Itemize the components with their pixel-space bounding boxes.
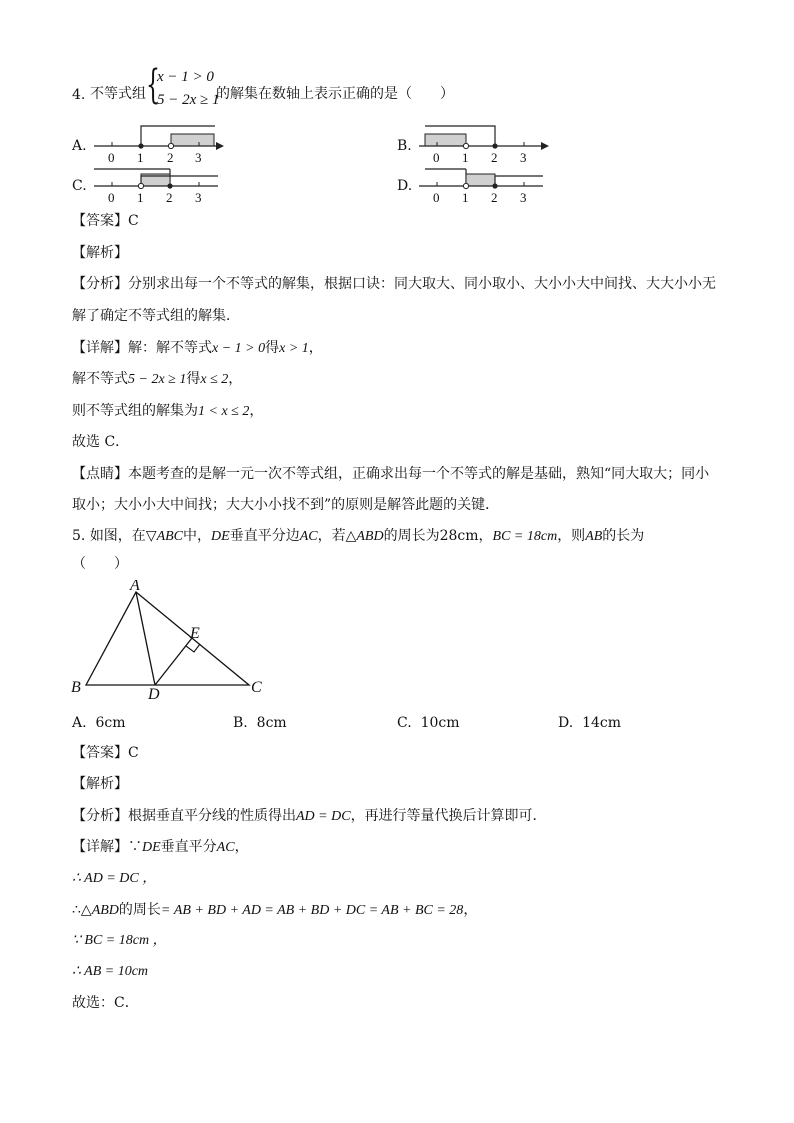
tick-label: 3 [520, 190, 527, 205]
text: 则不等式组的解集为 [72, 403, 198, 419]
q5-answer-line [72, 746, 139, 760]
q4-ineq1: x − 1 > 0 [157, 69, 214, 85]
q4-stem-pre: 不等式组 [90, 86, 146, 102]
math: 5 − 2x ≥ 1 [128, 372, 187, 387]
q5-xiangjie-line-5: ∴ AB = 10cm [72, 964, 149, 979]
tick-label: 1 [137, 190, 144, 205]
math: x ≤ 2 [200, 372, 229, 387]
math: AC [216, 840, 235, 855]
shaded-region [171, 134, 214, 146]
q4-xiangjie-line-3 [72, 404, 263, 419]
q4-analysis-tag: 【解析】 [72, 245, 128, 261]
text: ∵ [128, 839, 142, 855]
text: 的周长 [118, 902, 161, 918]
q5-xiangjie-line-4: ∵ BC = 18cm ， [72, 933, 167, 948]
text: 解：解不等式 [128, 340, 212, 356]
q4-number: 4. [72, 87, 86, 103]
text: ， [228, 371, 243, 387]
tick-label: 2 [167, 150, 174, 165]
answer-tag: 【答案】 [72, 745, 128, 761]
q4-fenxi-line-2: 解了确定不等式组的解集． [72, 308, 240, 324]
option-value: 14cm [582, 715, 622, 731]
math: △ABD [345, 529, 384, 544]
option-letter: A. [72, 715, 87, 731]
tick-label: 0 [433, 150, 440, 165]
q4-stem-post: 的解集在数轴上表示正确的是（ ） [216, 86, 454, 102]
q5-option-b [233, 716, 287, 730]
tick-label: 0 [108, 150, 115, 165]
fenxi-tag: 【分析】 [72, 276, 128, 292]
q4-option-a-numberline [90, 120, 230, 165]
text: ， [478, 528, 493, 544]
option-letter: C. [397, 715, 412, 731]
text: ， [308, 340, 323, 356]
q4-option-a-letter: A. [72, 138, 87, 154]
tick-label: 1 [462, 150, 469, 165]
math: 1 < x ≤ 2 [198, 404, 250, 419]
tick-label: 0 [108, 190, 115, 205]
tick-label: 1 [137, 150, 144, 165]
q4-xiangjie-line-2 [72, 372, 242, 387]
q4-dianjing-line-2: 取小；大小小大中间找；大大小小找不到”的原则是解答此题的关键． [72, 497, 500, 513]
shaded-region [425, 134, 466, 146]
option-letter: D. [558, 715, 574, 731]
option-value: 8cm [256, 715, 287, 731]
fenxi-tag: 【分析】 [72, 808, 128, 824]
math: ▽ABC [145, 529, 184, 544]
label-b: B [71, 679, 81, 696]
hollow-point [463, 143, 468, 148]
q5-paren: （ ） [72, 556, 128, 572]
math: DE [211, 529, 230, 544]
label-c: C [251, 679, 262, 696]
math: DE [142, 840, 161, 855]
fenxi-text: 分别求出每一个不等式的解集，根据口诀：同大取大、同小取小、大小小大中间找、大大小小无 [128, 276, 716, 292]
label-e: E [190, 625, 200, 642]
math: AC [299, 529, 318, 544]
q5-xiangjie-line-2: ∴ AD = DC ， [72, 871, 157, 886]
option-value: 6cm [95, 715, 126, 731]
q4-option-d-numberline [415, 160, 555, 205]
q4-xiangjie-line-4: 故选 C． [72, 434, 130, 450]
tick-label: 2 [491, 150, 498, 165]
q5-fenxi-line [72, 809, 547, 824]
q5-option-d [558, 716, 621, 730]
q5-number: 5. [72, 528, 86, 544]
text: ， [463, 902, 478, 918]
q4-dianjing-line-1 [72, 467, 709, 481]
q4-ineq2: 5 − 2x ≥ 1 [157, 92, 220, 108]
q4-fenxi-line-1 [72, 277, 716, 291]
option-value: 10cm [420, 715, 460, 731]
text: ，再进行等量代换后计算即可． [350, 808, 547, 824]
text: ， [234, 839, 249, 855]
triangle-abc [86, 592, 249, 685]
answer-value: C [128, 213, 139, 229]
axis-arrow [541, 142, 549, 150]
text: 的周长为 [383, 528, 440, 544]
q5-option-a [72, 716, 126, 730]
q5-stem [72, 529, 644, 544]
dianjing-tag: 【点睛】 [72, 466, 128, 482]
tick-label: 1 [462, 190, 469, 205]
xiangjie-tag: 【详解】 [72, 839, 128, 855]
tick-label: 3 [195, 190, 202, 205]
q4-option-c-numberline [90, 160, 230, 205]
math: x − 1 > 0 [212, 341, 266, 356]
text: ， [249, 403, 264, 419]
math: 28cm [439, 528, 479, 544]
q5-triangle-figure [66, 580, 276, 705]
math: = AB + BD + AD = AB + BD + DC = AB + BC = 28 [160, 903, 464, 918]
axis-arrow [216, 142, 224, 150]
solid-point [138, 143, 143, 148]
answer-tag: 【答案】 [72, 213, 128, 229]
hollow-point [463, 183, 468, 188]
text: 垂直平分边 [229, 528, 300, 544]
text: ，若 [317, 528, 346, 544]
text: 如图，在 [89, 528, 146, 544]
solid-point [492, 143, 497, 148]
math: x > 1 [279, 341, 309, 356]
q4-answer-line [72, 214, 139, 228]
q5-option-c [397, 716, 460, 730]
label-d: D [148, 686, 160, 703]
option-letter: B. [233, 715, 248, 731]
solid-point [167, 183, 172, 188]
q4-xiangjie-line-1 [72, 341, 323, 356]
text: 的长为 [602, 528, 645, 544]
q4-option-c-letter: C. [72, 178, 87, 194]
q4-option-b-numberline [415, 120, 555, 165]
text: ∴ [72, 902, 81, 918]
q5-xiangjie-line-1 [72, 840, 249, 855]
system-brace: { [146, 62, 160, 108]
text: ，则 [557, 528, 586, 544]
q5-analysis-tag: 【解析】 [72, 776, 128, 792]
hollow-point [138, 183, 143, 188]
answer-value: C [128, 745, 139, 761]
right-angle-mark [186, 644, 200, 652]
xiangjie-tag: 【详解】 [72, 340, 128, 356]
tick-label: 3 [520, 150, 527, 165]
q4-option-b-letter: B. [397, 138, 412, 154]
tick-label: 0 [433, 190, 440, 205]
tick-label: 2 [491, 190, 498, 205]
text: 根据垂直平分线的性质得出 [128, 808, 296, 824]
q5-xiangjie-line-3 [72, 903, 477, 918]
hollow-point [168, 143, 173, 148]
math: △ABD [80, 903, 119, 918]
math: AD = DC [296, 809, 351, 824]
text: 中， [183, 528, 212, 544]
math: AB [585, 529, 603, 544]
solid-point [492, 183, 497, 188]
tick-label: 2 [166, 190, 173, 205]
label-a: A [130, 580, 140, 594]
text: 本题考查的是解一元一次不等式组，正确求出每一个不等式的解是基础，熟知“同大取大；同小 [128, 466, 710, 482]
text: 得 [265, 340, 280, 356]
q5-xiangjie-line-6: 故选：C． [72, 995, 139, 1011]
tick-label: 3 [195, 150, 202, 165]
segment-de [155, 638, 192, 685]
math: BC = 18cm [492, 529, 558, 544]
text: 解不等式 [72, 371, 128, 387]
text: 得 [186, 371, 201, 387]
q4-option-d-letter: D. [397, 178, 413, 194]
text: 垂直平分 [160, 839, 217, 855]
shaded-region [466, 174, 495, 186]
